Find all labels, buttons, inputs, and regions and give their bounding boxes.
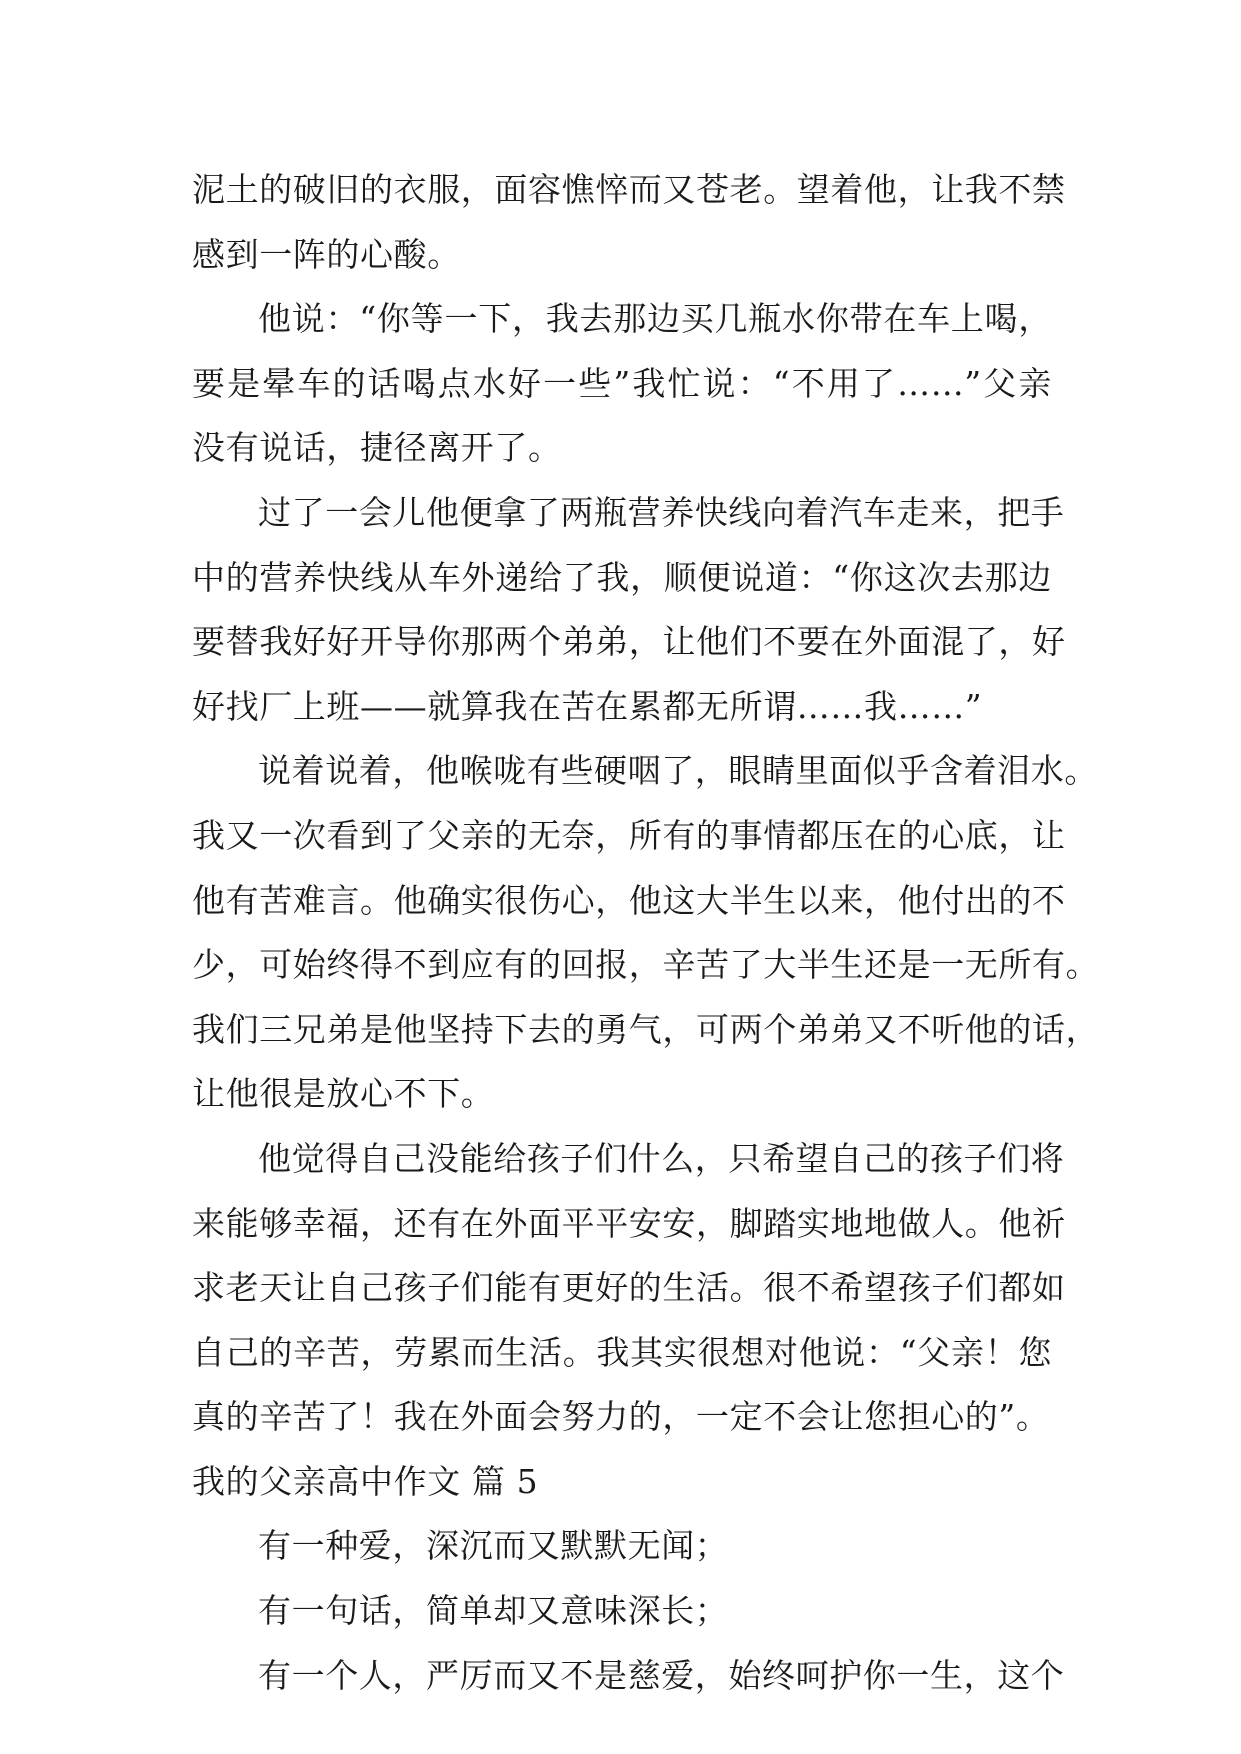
text-line: 要替我好好开导你那两个弟弟，让他们不要在外面混了，好	[192, 622, 1066, 662]
paragraph	[192, 481, 1066, 739]
text-line: 中的营养快线从车外递给了我，顺便说道：“你这次去那边	[192, 557, 1052, 597]
text-line: 没有说话，捷径离开了。	[192, 428, 562, 468]
text-line: 过了一会儿他便拿了两瓶营养快线向着汽车走来，把手	[258, 492, 1065, 532]
text-line: 他说：“你等一下，我去那边买几瓶水你带在车上喝，	[258, 299, 1052, 339]
text-line: 要是晕车的话喝点水好一些”我忙说：“不用了……”父亲	[192, 363, 1052, 403]
text-line: 泥土的破旧的衣服，面容憔悴而又苍老。望着他，让我不禁	[192, 170, 1066, 209]
paragraph	[192, 287, 1052, 481]
text-line: 有一句话，简单却又意味深长；	[258, 1591, 729, 1631]
paragraph	[192, 1514, 1065, 1708]
text-line: 有一个人，严厉而又不是慈爱，始终呵护你一生，这个	[258, 1655, 1065, 1695]
text-line: 真的辛苦了！我在外面会努力的，一定不会让您担心的”。	[192, 1397, 1050, 1437]
text-line: 他觉得自己没能给孩子们什么，只希望自己的孩子们将	[258, 1138, 1065, 1178]
text-line: 感到一阵的心酸。	[192, 234, 461, 274]
text-line: 少，可始终得不到应有的回报，辛苦了大半生还是一无所有。	[192, 945, 1100, 985]
document-page	[192, 158, 1100, 1708]
text-line: 我又一次看到了父亲的无奈，所有的事情都压在的心底，让	[192, 815, 1066, 855]
paragraph	[192, 158, 1066, 287]
text-line: 有一种爱，深沉而又默默无闻；	[258, 1526, 729, 1566]
text-line: 让他很是放心不下。	[192, 1074, 495, 1114]
section-heading: 我的父亲高中作文 篇 5	[192, 1461, 539, 1501]
paragraph	[192, 739, 1100, 1127]
text-line: 求老天让自己孩子们能有更好的生活。很不希望孩子们都如	[192, 1268, 1066, 1308]
text-line: 他有苦难言。他确实很伤心，他这大半生以来，他付出的不	[192, 880, 1066, 920]
text-line: 来能够幸福，还有在外面平平安安，脚踏实地地做人。他祈	[192, 1203, 1066, 1243]
paragraph	[192, 1127, 1066, 1450]
text-line: 自己的辛苦，劳累而生活。我其实很想对他说：“父亲！您	[192, 1332, 1052, 1372]
text-line: 我们三兄弟是他坚持下去的勇气，可两个弟弟又不听他的话，	[192, 1009, 1100, 1049]
text-line: 好找厂上班——就算我在苦在累都无所谓……我……”	[192, 686, 983, 726]
text-line: 说着说着，他喉咙有些硬咽了，眼睛里面似乎含着泪水。	[258, 751, 1098, 791]
